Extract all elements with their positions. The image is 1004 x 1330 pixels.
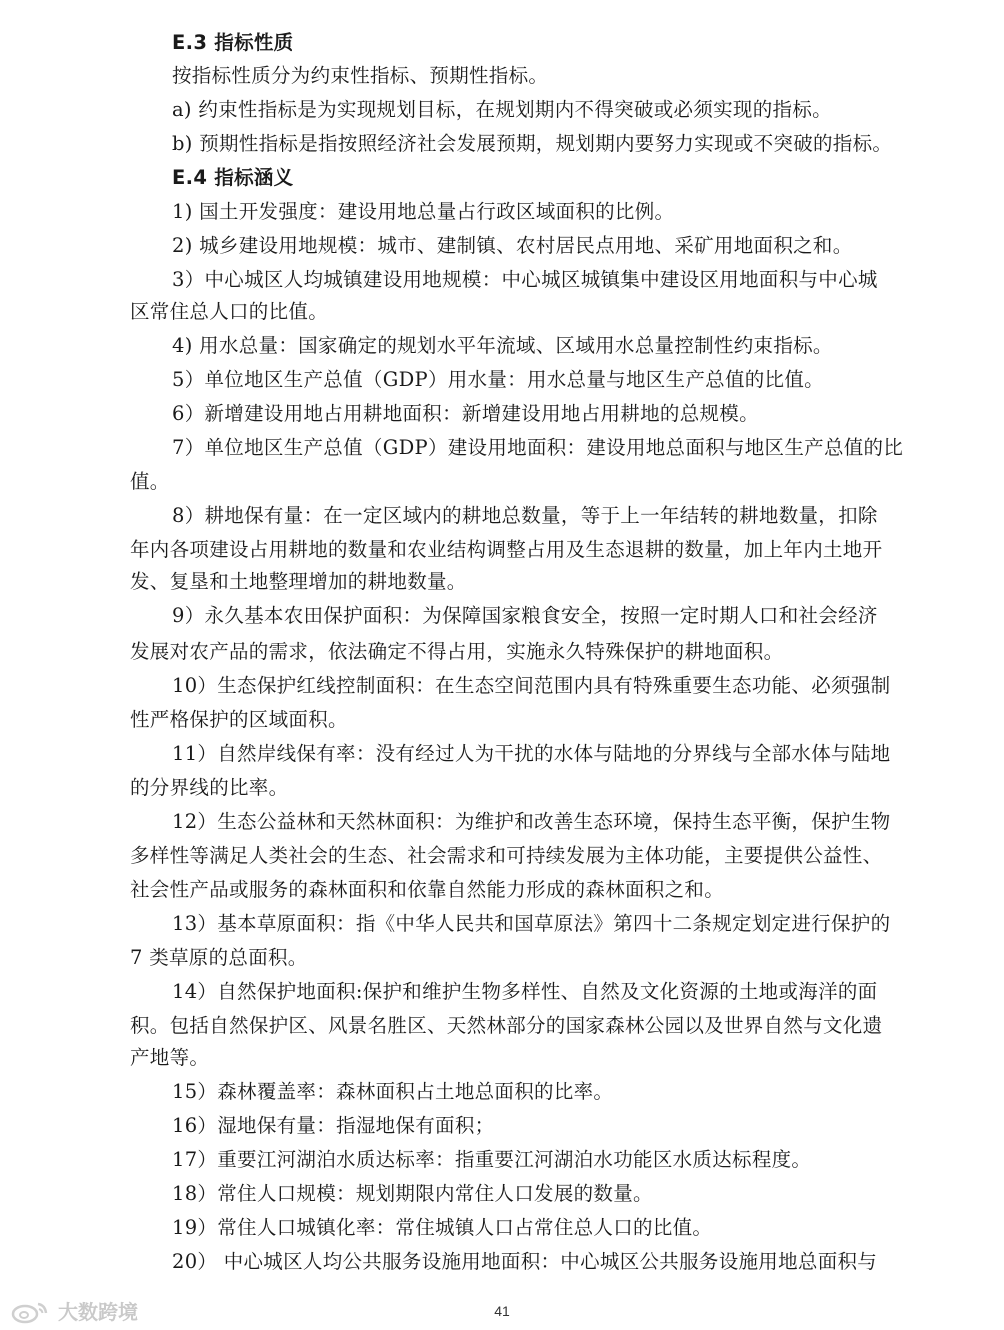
text-line: 7）单位地区生产总值（GDP）建设用地面积：建设用地总面积与地区生产总值的比 — [172, 436, 904, 459]
text-line: b) 预期性指标是指按照经济社会发展预期，规划期内要努力实现或不突破的指标。 — [172, 132, 893, 155]
text-line: 1) 国土开发强度：建设用地总量占行政区域面积的比例。 — [172, 200, 675, 223]
watermark — [10, 1296, 138, 1325]
text-line: 发展对农产品的需求，依法确定不得占用，实施永久特殊保护的耕地面积。 — [130, 640, 784, 663]
text-line: 发、复垦和土地整理增加的耕地数量。 — [130, 570, 467, 593]
text-line: 11）自然岸线保有率：没有经过人为干扰的水体与陆地的分界线与全部水体与陆地 — [172, 742, 891, 765]
text-line: 社会性产品或服务的森林面积和依靠自然能力形成的森林面积之和。 — [130, 878, 725, 901]
page-number: 41 — [494, 1303, 510, 1319]
section-heading: E.4 指标涵义 — [172, 166, 294, 189]
text-line: 12）生态公益林和天然林面积：为维护和改善生态环境，保持生态平衡，保护生物 — [172, 810, 891, 833]
text-line: 17）重要江河湖泊水质达标率：指重要江河湖泊水功能区水质达标程度。 — [172, 1148, 812, 1171]
text-line: 积。包括自然保护区、风景名胜区、天然林部分的国家森林公园以及世界自然与文化遗 — [130, 1014, 883, 1037]
text-line: 产地等。 — [130, 1046, 210, 1069]
text-line: 9）永久基本农田保护面积：为保障国家粮食安全，按照一定时期人口和社会经济 — [172, 604, 878, 627]
text-line: 按指标性质分为约束性指标、预期性指标。 — [172, 64, 549, 87]
text-line: 16）湿地保有量：指湿地保有面积； — [172, 1114, 495, 1137]
text-line: a) 约束性指标是为实现规划目标，在规划期内不得突破或必须实现的指标。 — [172, 98, 832, 121]
text-line: 2) 城乡建设用地规模：城市、建制镇、农村居民点用地、采矿用地面积之和。 — [172, 234, 853, 257]
text-line: 4) 用水总量：国家确定的规划水平年流域、区域用水总量控制性约束指标。 — [172, 334, 833, 357]
text-line: 5）单位地区生产总值（GDP）用水量：用水总量与地区生产总值的比值。 — [172, 368, 824, 391]
text-line: 19）常住人口城镇化率：常住城镇人口占常住总人口的比值。 — [172, 1216, 713, 1239]
text-line: 3）中心城区人均城镇建设用地规模：中心城区城镇集中建设区用地面积与中心城 — [172, 268, 878, 291]
watermark-text: 大数跨境 — [58, 1300, 138, 1324]
text-line: 多样性等满足人类社会的生态、社会需求和可持续发展为主体功能，主要提供公益性、 — [130, 844, 883, 867]
text-line: 15）森林覆盖率：森林面积占土地总面积的比率。 — [172, 1080, 614, 1103]
text-line: 的分界线的比率。 — [130, 776, 289, 799]
text-line: 性严格保护的区域面积。 — [130, 708, 348, 731]
text-line: 8）耕地保有量：在一定区域内的耕地总数量，等于上一年结转的耕地数量，扣除 — [172, 504, 878, 527]
weibo-logo-icon — [10, 1298, 54, 1324]
text-line: 年内各项建设占用耕地的数量和农业结构调整占用及生态退耕的数量，加上年内土地开 — [130, 538, 883, 561]
text-line: 区常住总人口的比值。 — [130, 300, 329, 323]
text-line: 值。 — [130, 470, 170, 493]
text-line: 10）生态保护红线控制面积：在生态空间范围内具有特殊重要生态功能、必须强制 — [172, 674, 891, 697]
text-line: 14）自然保护地面积:保护和维护生物多样性、自然及文化资源的土地或海洋的面 — [172, 980, 878, 1003]
text-line: 13）基本草原面积：指《中华人民共和国草原法》第四十二条规定划定进行保护的 — [172, 912, 891, 935]
text-line: 7 类草原的总面积。 — [130, 946, 308, 969]
text-line: 18）常住人口规模：规划期限内常住人口发展的数量。 — [172, 1182, 653, 1205]
text-line: 20） 中心城区人均公共服务设施用地面积：中心城区公共服务设施用地总面积与 — [172, 1250, 878, 1273]
text-line: 6）新增建设用地占用耕地面积：新增建设用地占用耕地的总规模。 — [172, 402, 759, 425]
section-heading: E.3 指标性质 — [172, 31, 294, 54]
